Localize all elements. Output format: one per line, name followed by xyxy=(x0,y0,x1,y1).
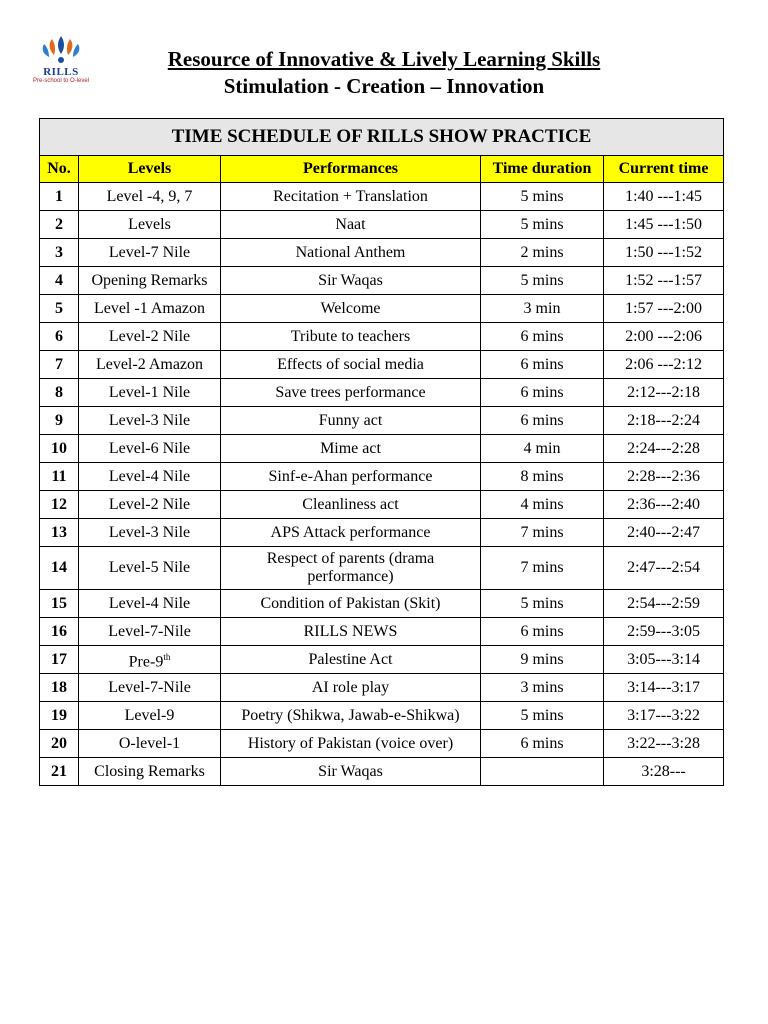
cell-performance xyxy=(221,323,481,351)
cell-level-text: Pre-9 xyxy=(128,653,164,671)
cell-level xyxy=(79,590,221,618)
cell-performance-text: Naat xyxy=(335,215,366,233)
cell-current-time-text: 1:40 ---1:45 xyxy=(625,187,702,205)
cell-level xyxy=(79,295,221,323)
cell-no-text: 3 xyxy=(55,243,63,261)
cell-performance xyxy=(221,463,481,491)
cell-current-time-text: 2:47---2:54 xyxy=(627,559,700,576)
cell-performance xyxy=(221,547,481,590)
cell-duration xyxy=(481,519,604,547)
cell-performance-text: Effects of social media xyxy=(277,355,424,373)
table-row xyxy=(40,351,724,379)
cell-performance xyxy=(221,758,481,786)
cell-no-text: 6 xyxy=(55,327,63,345)
cell-level-text: Level-4 Nile xyxy=(108,594,191,612)
cell-no xyxy=(40,267,79,295)
cell-duration xyxy=(481,730,604,758)
cell-performance xyxy=(221,702,481,730)
cell-level xyxy=(79,211,221,239)
cell-performance-text: Mime act xyxy=(320,439,381,457)
cell-no-text: 21 xyxy=(51,762,67,780)
cell-performance-text: Cleanliness act xyxy=(302,495,399,513)
table-row xyxy=(40,590,724,618)
level-superscript: th xyxy=(163,651,171,662)
cell-level xyxy=(79,702,221,730)
cell-level-text: Level-4 Nile xyxy=(108,467,191,485)
cell-duration-text: 5 mins xyxy=(520,271,564,289)
cell-no xyxy=(40,491,79,519)
cell-current-time xyxy=(604,463,724,491)
column-header-current-time: Current time xyxy=(604,156,724,183)
cell-level xyxy=(79,267,221,295)
cell-duration xyxy=(481,674,604,702)
cell-performance xyxy=(221,267,481,295)
table-row xyxy=(40,211,724,239)
cell-no-text: 18 xyxy=(51,678,67,696)
cell-no-text: 4 xyxy=(55,271,63,289)
cell-current-time-text: 2:12---2:18 xyxy=(627,383,700,401)
cell-current-time-text: 3:28--- xyxy=(641,762,686,780)
cell-performance-text: Tribute to teachers xyxy=(290,327,411,345)
cell-performance-text: Recitation + Translation xyxy=(273,187,428,205)
cell-current-time-text: 2:28---2:36 xyxy=(627,467,700,485)
table-row xyxy=(40,674,724,702)
cell-no-text: 14 xyxy=(51,559,67,576)
cell-current-time-text: 1:57 ---2:00 xyxy=(625,299,702,317)
cell-duration-text: 6 mins xyxy=(520,622,564,640)
cell-current-time xyxy=(604,730,724,758)
cell-duration-text: 7 mins xyxy=(520,559,564,576)
cell-level xyxy=(79,730,221,758)
cell-no xyxy=(40,730,79,758)
cell-duration-text: 5 mins xyxy=(520,187,564,205)
cell-level xyxy=(79,323,221,351)
column-header-duration: Time duration xyxy=(481,156,604,183)
table-row xyxy=(40,407,724,435)
cell-level xyxy=(79,407,221,435)
cell-current-time-text: 2:40---2:47 xyxy=(627,523,700,541)
cell-no xyxy=(40,618,79,646)
cell-level xyxy=(79,379,221,407)
cell-duration-text: 9 mins xyxy=(520,650,564,668)
cell-performance xyxy=(221,435,481,463)
table-row xyxy=(40,463,724,491)
cell-performance-text: AI role play xyxy=(311,678,390,696)
cell-no-text: 15 xyxy=(51,594,67,612)
cell-no-text: 7 xyxy=(55,355,63,373)
cell-current-time-text: 2:06 ---2:12 xyxy=(625,355,702,373)
cell-current-time-text: 2:18---2:24 xyxy=(627,411,700,429)
cell-duration-text: 2 mins xyxy=(520,243,564,261)
cell-performance xyxy=(221,183,481,211)
cell-level xyxy=(79,351,221,379)
cell-level xyxy=(79,519,221,547)
cell-performance xyxy=(221,379,481,407)
schedule-table xyxy=(39,118,724,786)
cell-duration xyxy=(481,702,604,730)
cell-current-time xyxy=(604,211,724,239)
cell-duration xyxy=(481,491,604,519)
cell-current-time-text: 1:52 ---1:57 xyxy=(625,271,702,289)
cell-level xyxy=(79,491,221,519)
cell-current-time-text: 1:50 ---1:52 xyxy=(625,243,702,261)
cell-duration xyxy=(481,295,604,323)
cell-level-text: Opening Remarks xyxy=(91,271,208,289)
cell-no xyxy=(40,547,79,590)
cell-performance xyxy=(221,730,481,758)
cell-performance-text: Poetry (Shikwa, Jawab-e-Shikwa) xyxy=(241,706,460,724)
cell-performance xyxy=(221,590,481,618)
document-header xyxy=(110,46,658,99)
cell-current-time xyxy=(604,758,724,786)
cell-performance-text: Sinf-e-Ahan performance xyxy=(268,467,433,485)
cell-no xyxy=(40,702,79,730)
cell-current-time xyxy=(604,407,724,435)
cell-no-text: 9 xyxy=(55,411,63,429)
cell-no xyxy=(40,183,79,211)
cell-performance-text: Condition of Pakistan (Skit) xyxy=(260,594,441,612)
cell-current-time xyxy=(604,547,724,590)
cell-performance-text: APS Attack performance xyxy=(270,523,431,541)
table-row xyxy=(40,379,724,407)
logo-tagline: Pre-school to O-level xyxy=(32,78,90,84)
cell-no xyxy=(40,351,79,379)
cell-performance xyxy=(221,646,481,674)
cell-no xyxy=(40,758,79,786)
table-row xyxy=(40,183,724,211)
table-row xyxy=(40,267,724,295)
cell-duration xyxy=(481,239,604,267)
cell-duration-text: 6 mins xyxy=(520,327,564,345)
cell-current-time xyxy=(604,323,724,351)
cell-duration xyxy=(481,351,604,379)
cell-no-text: 16 xyxy=(51,622,67,640)
cell-no xyxy=(40,590,79,618)
cell-current-time xyxy=(604,379,724,407)
cell-level-text: Level-1 Nile xyxy=(108,383,191,401)
table-row xyxy=(40,239,724,267)
cell-duration xyxy=(481,323,604,351)
cell-no-text: 2 xyxy=(55,215,63,233)
logo-name: RILLS xyxy=(43,66,79,78)
page-title: Resource of Innovative & Lively Learning Skills xyxy=(167,47,601,71)
cell-duration xyxy=(481,379,604,407)
cell-performance xyxy=(221,491,481,519)
cell-current-time xyxy=(604,618,724,646)
cell-performance-text: Palestine Act xyxy=(308,650,393,668)
cell-current-time xyxy=(604,183,724,211)
cell-duration-text: 6 mins xyxy=(520,411,564,429)
cell-current-time-text: 2:36---2:40 xyxy=(627,495,700,513)
cell-no xyxy=(40,211,79,239)
cell-no xyxy=(40,323,79,351)
cell-level-text: Level-2 Nile xyxy=(108,327,191,345)
cell-level-text: Level-7-Nile xyxy=(108,678,191,696)
table-row xyxy=(40,491,724,519)
table-row xyxy=(40,435,724,463)
cell-current-time xyxy=(604,590,724,618)
cell-no-text: 1 xyxy=(55,187,63,205)
cell-no xyxy=(40,295,79,323)
cell-level xyxy=(79,758,221,786)
table-row xyxy=(40,646,724,674)
cell-current-time xyxy=(604,351,724,379)
table-row xyxy=(40,618,724,646)
cell-performance xyxy=(221,519,481,547)
cell-duration xyxy=(481,407,604,435)
cell-performance-text: National Anthem xyxy=(295,243,406,261)
cell-no-text: 17 xyxy=(51,650,67,668)
cell-duration xyxy=(481,758,604,786)
cell-level xyxy=(79,646,221,674)
cell-performance xyxy=(221,295,481,323)
cell-no-text: 11 xyxy=(51,467,67,485)
cell-current-time xyxy=(604,435,724,463)
column-header-levels: Levels xyxy=(79,156,221,183)
cell-no-text: 12 xyxy=(51,495,67,513)
cell-no xyxy=(40,463,79,491)
cell-level xyxy=(79,547,221,590)
cell-level-text: Level-5 Nile xyxy=(108,559,191,576)
cell-current-time xyxy=(604,267,724,295)
cell-no xyxy=(40,407,79,435)
cell-level-text: Level-3 Nile xyxy=(108,411,191,429)
cell-performance-text: Welcome xyxy=(320,299,381,317)
cell-duration xyxy=(481,183,604,211)
cell-no xyxy=(40,379,79,407)
cell-performance xyxy=(221,407,481,435)
cell-duration xyxy=(481,435,604,463)
cell-duration-text: 3 min xyxy=(523,299,561,317)
cell-current-time-text: 2:00 ---2:06 xyxy=(625,327,702,345)
cell-level xyxy=(79,183,221,211)
cell-current-time-text: 1:45 ---1:50 xyxy=(625,215,702,233)
cell-no-text: 8 xyxy=(55,383,63,401)
table-row xyxy=(40,702,724,730)
cell-no-text: 19 xyxy=(51,706,67,724)
cell-current-time xyxy=(604,702,724,730)
cell-performance xyxy=(221,674,481,702)
cell-duration-text: 3 mins xyxy=(520,678,564,696)
cell-duration-text: 5 mins xyxy=(520,706,564,724)
cell-duration-text: 5 mins xyxy=(520,594,564,612)
cell-current-time-text: 3:22---3:28 xyxy=(627,734,700,752)
cell-current-time xyxy=(604,491,724,519)
cell-performance xyxy=(221,239,481,267)
cell-level-text: Level-6 Nile xyxy=(108,439,191,457)
table-row xyxy=(40,519,724,547)
cell-duration-text: 6 mins xyxy=(520,734,564,752)
cell-duration xyxy=(481,547,604,590)
cell-no-text: 20 xyxy=(51,734,67,752)
cell-level xyxy=(79,674,221,702)
cell-level xyxy=(79,239,221,267)
cell-no xyxy=(40,519,79,547)
cell-level-text: Level-2 Nile xyxy=(108,495,191,513)
cell-performance-text: History of Pakistan (voice over) xyxy=(247,734,454,752)
table-title: TIME SCHEDULE OF RILLS SHOW PRACTICE xyxy=(40,119,724,156)
cell-current-time xyxy=(604,674,724,702)
table-header-row xyxy=(40,156,724,183)
cell-performance-text: Sir Waqas xyxy=(318,271,383,289)
table-row xyxy=(40,547,724,590)
cell-level xyxy=(79,463,221,491)
table-row xyxy=(40,730,724,758)
cell-level-text: Level -4, 9, 7 xyxy=(106,187,193,205)
cell-no xyxy=(40,435,79,463)
cell-current-time-text: 3:05---3:14 xyxy=(627,650,700,668)
cell-duration xyxy=(481,267,604,295)
cell-current-time xyxy=(604,295,724,323)
cell-duration-text: 4 min xyxy=(523,439,561,457)
table-row xyxy=(40,295,724,323)
cell-current-time xyxy=(604,646,724,674)
cell-performance-text: Save trees performance xyxy=(275,383,426,401)
cell-current-time xyxy=(604,239,724,267)
cell-level-text: Closing Remarks xyxy=(94,762,205,780)
cell-duration xyxy=(481,463,604,491)
cell-level-text: Level-3 Nile xyxy=(108,523,191,541)
cell-level-text: Level-2 Amazon xyxy=(95,355,204,373)
cell-no-text: 5 xyxy=(55,299,63,317)
cell-duration xyxy=(481,618,604,646)
cell-no xyxy=(40,646,79,674)
cell-duration xyxy=(481,590,604,618)
cell-level xyxy=(79,618,221,646)
cell-level-text: Level -1 Amazon xyxy=(93,299,206,317)
cell-level-text: Level-7-Nile xyxy=(108,622,191,640)
table-row xyxy=(40,758,724,786)
cell-performance xyxy=(221,351,481,379)
cell-current-time xyxy=(604,519,724,547)
cell-no xyxy=(40,239,79,267)
cell-performance xyxy=(221,618,481,646)
cell-current-time-text: 2:24---2:28 xyxy=(627,439,700,457)
cell-duration xyxy=(481,646,604,674)
cell-current-time-text: 2:59---3:05 xyxy=(627,622,700,640)
cell-level-text: Level-7 Nile xyxy=(108,243,191,261)
cell-no-text: 13 xyxy=(51,523,67,541)
table-row xyxy=(40,323,724,351)
cell-duration-text: 6 mins xyxy=(520,355,564,373)
cell-performance xyxy=(221,211,481,239)
cell-duration-text: 4 mins xyxy=(520,495,564,513)
column-header-performances: Performances xyxy=(221,156,481,183)
cell-duration-text: 6 mins xyxy=(520,383,564,401)
cell-no xyxy=(40,674,79,702)
cell-duration xyxy=(481,211,604,239)
cell-current-time-text: 3:14---3:17 xyxy=(627,678,700,696)
cell-current-time-text: 2:54---2:59 xyxy=(627,594,700,612)
cell-duration-text: 7 mins xyxy=(520,523,564,541)
cell-duration-text: 8 mins xyxy=(520,467,564,485)
cell-level-text: Level-9 xyxy=(124,706,175,724)
page-subtitle: Stimulation - Creation – Innovation xyxy=(223,74,545,98)
cell-level-text: Levels xyxy=(128,215,171,233)
cell-performance-text: Sir Waqas xyxy=(318,762,383,780)
column-header-no: No. xyxy=(40,156,79,183)
cell-current-time-text: 3:17---3:22 xyxy=(627,706,700,724)
cell-performance-text: Respect of parents (drama performance) xyxy=(266,550,435,585)
cell-no-text: 10 xyxy=(51,439,67,457)
cell-performance-text: RILLS NEWS xyxy=(303,622,398,640)
cell-performance-text: Funny act xyxy=(318,411,383,429)
cell-level xyxy=(79,435,221,463)
cell-level-text: O-level-1 xyxy=(118,734,181,752)
cell-duration-text: 5 mins xyxy=(520,215,564,233)
